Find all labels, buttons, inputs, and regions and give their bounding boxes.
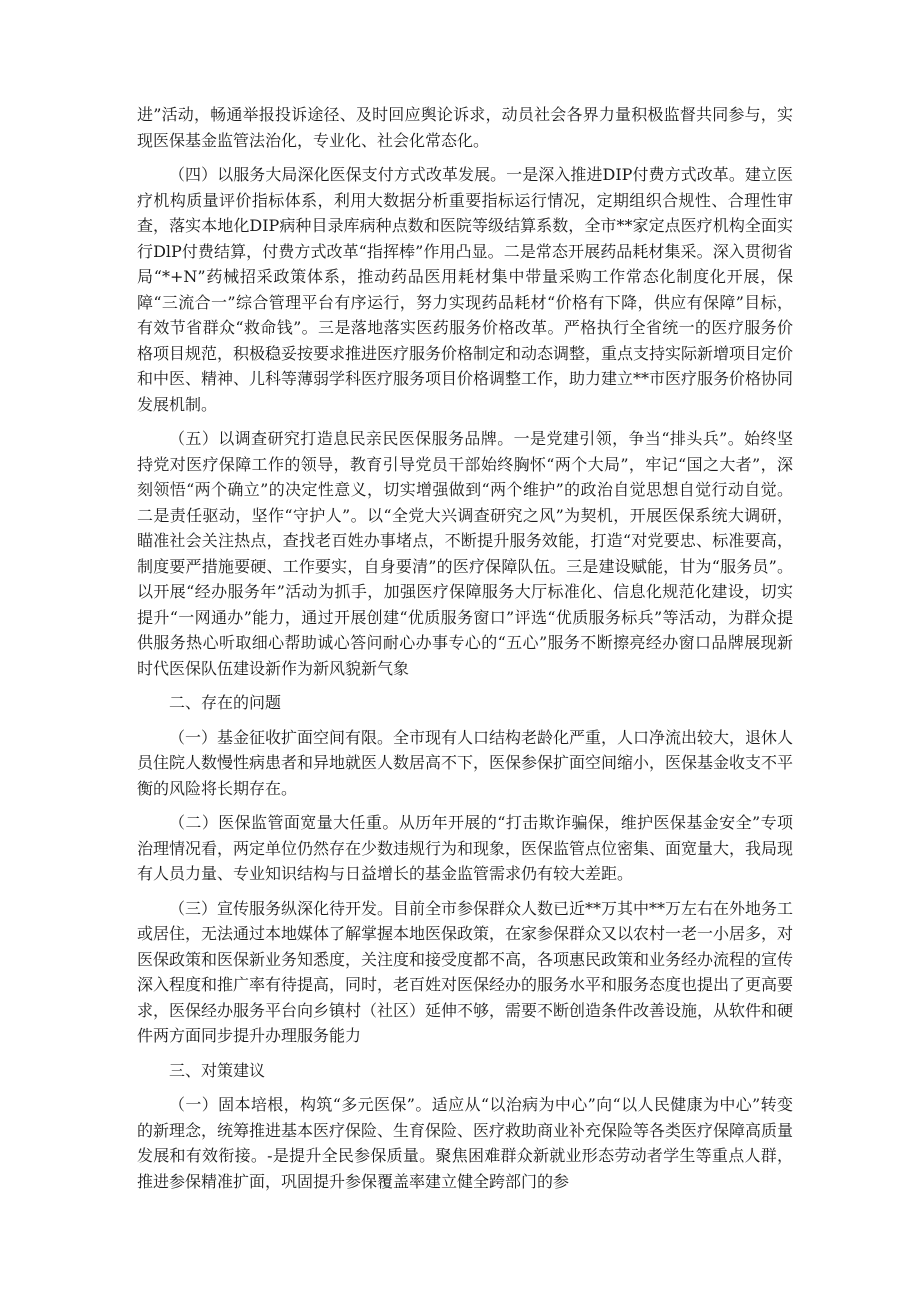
paragraph-service-brand: （五）以调查研究打造息民亲民医保服务品牌。一是党建引领，争当“排头兵”。始终坚持党对医疗保障工作的领导，教育引导党员干部始终胸怀“两个大局”，牢记“国之大者”，深刻领悟“两个确立”的决定性意义，切实增强做到“两个维护”的政治自觉思想自觉行动自觉。二是责任驱动，坚作“守护人”。以“全党大兴调查研究之风”为契机，开展医保系统大调研，瞄准社会关注热点，查找老百姓办事堵点，不断提升服务效能，打造“对党要忠、标准要高，制度要严措施要硬、工作要实，自身要清”的医疗保障队伍。三是建设赋能，甘为“服务员”。以开展“经办服务年”活动为抓手，加强医疗保障服务大厅标准化、信息化规范化建设，切实提升“一网通办”能力，通过开展创建“优质服务窗口”评选“优质服务标兵”等活动，为群众提供服务热心听取细心帮助诚心答问耐心办事专心的“五心”服务不断擦亮经办窗口品牌展现新时代医保队伍建设新作为新风貌新气象	[137, 429, 793, 678]
paragraph-suggestion-1: （一）固本培根，构筑“多元医保”。适应从“以治病为中心”向“以人民健康为中心”转变的新理念，统筹推进基本医疗保险、生育保险、医疗救助商业补充保险等各类医疗保障高质量发展和有效衔接。-是提升全民参保质量。聚焦困难群众新就业形态劳动者学生等重点人群，推进参保精准扩面，巩固提升参保覆盖率建立健全跨部门的参	[137, 1095, 794, 1191]
document-page	[137, 102, 793, 1203]
paragraph-payment-reform: （四）以服务大局深化医保支付方式改革发展。一是深入推进DIP付费方式改革。建立医疗机构质量评价指标体系，利用大数据分析重要指标运行情况，定期组织合规性、合理性审查，落实本地化DIP病种目录库病种点数和医院等级结算系数，全市**家定点医疗机构全面实行DlP付费结算，付费方式改革“指挥棒”作用凸显。二是常态开展药品耗材集采。深入贯彻省局“*+N”药械招采政策体系，推动药品医用耗材集中带量采购工作常态化制度化开展，保障“三流合一”综合管理平台有序运行，努力实现药品耗材“价格有下降，供应有保障”目标，有效节省群众“救命钱”。三是落地落实医药服务价格改革。严格执行全省统一的医疗服务价格项目规范，积极稳妥按要求推进医疗服务价格制定和动态调整，重点支持实际新增项目定价和中医、精神、儿科等薄弱学科医疗服务项目价格调整工作，助力建立**市医疗服务价格协同发展机制。	[137, 165, 794, 414]
paragraph-continuation: 进”活动，畅通举报投诉途径、及时回应舆论诉求，动员社会各界力量积极监督共同参与，实现医保基金监管法治化，专业化、社会化常态化。	[137, 105, 793, 150]
section-heading-suggestions: 三、对策建议	[169, 1060, 266, 1080]
section-heading-problems: 二、存在的问题	[169, 693, 282, 712]
paragraph-problem-3: （三）宣传服务纵深化待开发。目前全市参保群众人数已近**万其中**万左右在外地务工或居住，无法通过本地媒体了解掌握本地医保政策，在家参保群众又以农村一老一小居多，对医保政策和医保新业务知悉度，关注度和接受度都不高，各项惠民政策和业务经办流程的宣传深入程度和推广率有待提高，同时，老百姓对医保经办的服务水平和服务态度也提出了更高要求，医保经办服务平台向乡镇村（社区）延伸不够，需要不断创造条件改善设施，从软件和硬件两方面同步提升办理服务能力	[137, 898, 794, 1045]
paragraph-problem-1: （一）基金征收扩面空间有限。全市现有人口结构老龄化严重，人口净流出较大，退休人员住院人数慢性病患者和异地就医人数居高不下，医保参保扩面空间缩小，医保基金收支不平衡的风险将长期存在。	[137, 727, 794, 798]
paragraph-problem-2: （二）医保监管面宽量大任重。从历年开展的“打击欺诈骗保，维护医保基金安全”专项治理情况看，两定单位仍然存在少数违规行为和现象，医保监管点位密集、面宽量大，我局现有人员力量、专业知识结构与日益增长的基金监管需求仍有较大差距。	[137, 813, 794, 883]
